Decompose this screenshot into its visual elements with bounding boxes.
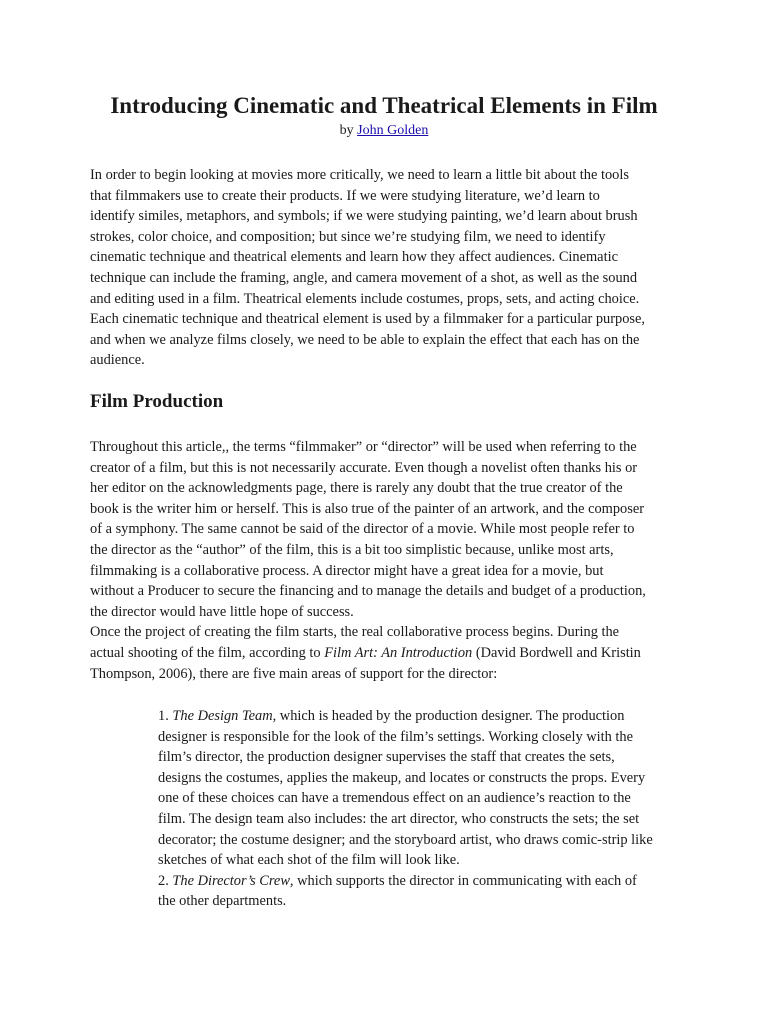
text-run: actual shooting of the film, according to: [90, 644, 325, 661]
list-item-line: one of these choices can have a tremendous effect on an audience’s reaction to the: [158, 790, 631, 807]
list-item-title: The Director’s Crew: [172, 872, 290, 889]
intro-paragraph: [90, 165, 690, 371]
text-line: and editing used in a film. Theatrical elements include costumes, props, sets, and acting choice.: [90, 290, 640, 307]
text-line: Once the project of creating the film starts, the real collaborative process begins. During the: [90, 624, 620, 641]
book-title: Film Art: An Introduction: [324, 644, 473, 661]
list-item-line: film. The design team also includes: the art director, who constructs the sets; the set: [158, 810, 640, 827]
support-areas-list: [158, 706, 698, 912]
text-run: , which is headed by the production designer. The production: [272, 708, 625, 724]
list-number: 1.: [158, 708, 173, 724]
text-line: the director as the “author” of the film, this is a bit too simplistic because, unlike most arts,: [90, 541, 614, 558]
text-line: Throughout this article,, the terms “filmmaker” or “director” will be used when referring to the: [90, 439, 637, 455]
text-line: In order to begin looking at movies more critically, we need to learn a little bit about the tools: [90, 167, 629, 183]
list-item-line: designer is responsible for the look of the film’s settings. Working closely with the: [158, 728, 633, 745]
text-line: and when we analyze films closely, we need to be able to explain the effect that each has on the: [90, 331, 640, 348]
section-heading: Film Production: [90, 391, 224, 412]
text-line: book is the writer him or herself. This is also true of the painter of an artwork, and the composer: [90, 500, 645, 517]
text-line: creator of a film, but this is not necessarily accurate. Even though a novelist often thanks his or: [90, 459, 638, 476]
text-run: , which supports the director in communicating with each of: [289, 872, 637, 889]
text-line: that filmmakers use to create their products. If we were studying literature, we’d learn to: [90, 187, 600, 204]
text-line: strokes, color choice, and composition; but since we’re studying film, we need to identify: [90, 228, 606, 245]
text-line: her editor on the acknowledgments page, there is rarely any doubt that the true creator of the: [90, 480, 623, 497]
list-number: 2.: [158, 872, 173, 889]
text-line: without a Producer to secure the financing and to manage the details and budget of a production,: [90, 583, 646, 600]
list-item-line: [158, 706, 698, 727]
byline-prefix: by: [339, 123, 358, 138]
text-line: filmmaking is a collaborative process. A director might have a great idea for a movie, but: [90, 562, 604, 579]
list-item-title: The Design Team: [172, 708, 273, 724]
text-run: (David Bordwell and Kristin: [472, 644, 641, 661]
list-item-line: sketches of what each shot of the film will look like.: [158, 852, 460, 869]
list-item-line: the other departments.: [158, 893, 287, 910]
list-item-line: decorator; the costume designer; and the storyboard artist, who draws comic-strip like: [158, 831, 653, 848]
text-line: cinematic technique and theatrical elements and learn how they affect audiences. Cinematic: [90, 249, 618, 266]
list-item-line: film’s director, the production designer supervises the staff that creates the sets,: [158, 749, 615, 766]
author-link[interactable]: John Golden: [357, 123, 429, 138]
film-production-paragraph: [90, 437, 690, 684]
page-title: Introducing Cinematic and Theatrical Elements in Film: [110, 93, 658, 118]
text-line: [90, 643, 690, 664]
text-line: Thompson, 2006), there are five main areas of support for the director:: [90, 665, 498, 682]
text-line: technique can include the framing, angle, and camera movement of a shot, as well as the sound: [90, 269, 638, 286]
text-line: identify similes, metaphors, and symbols; if we were studying painting, we’d learn about brush: [90, 208, 638, 225]
text-line: the director would have little hope of success.: [90, 603, 354, 620]
text-line: of a symphony. The same cannot be said of the director of a movie. While most people refer to: [90, 521, 635, 538]
text-line: audience.: [90, 352, 145, 369]
byline: [0, 123, 768, 139]
list-item-line: designs the costumes, applies the makeup, and locates or constructs the props. Every: [158, 769, 646, 786]
list-item-line: [158, 871, 698, 892]
text-line: Each cinematic technique and theatrical element is used by a filmmaker for a particular purpose,: [90, 311, 646, 328]
